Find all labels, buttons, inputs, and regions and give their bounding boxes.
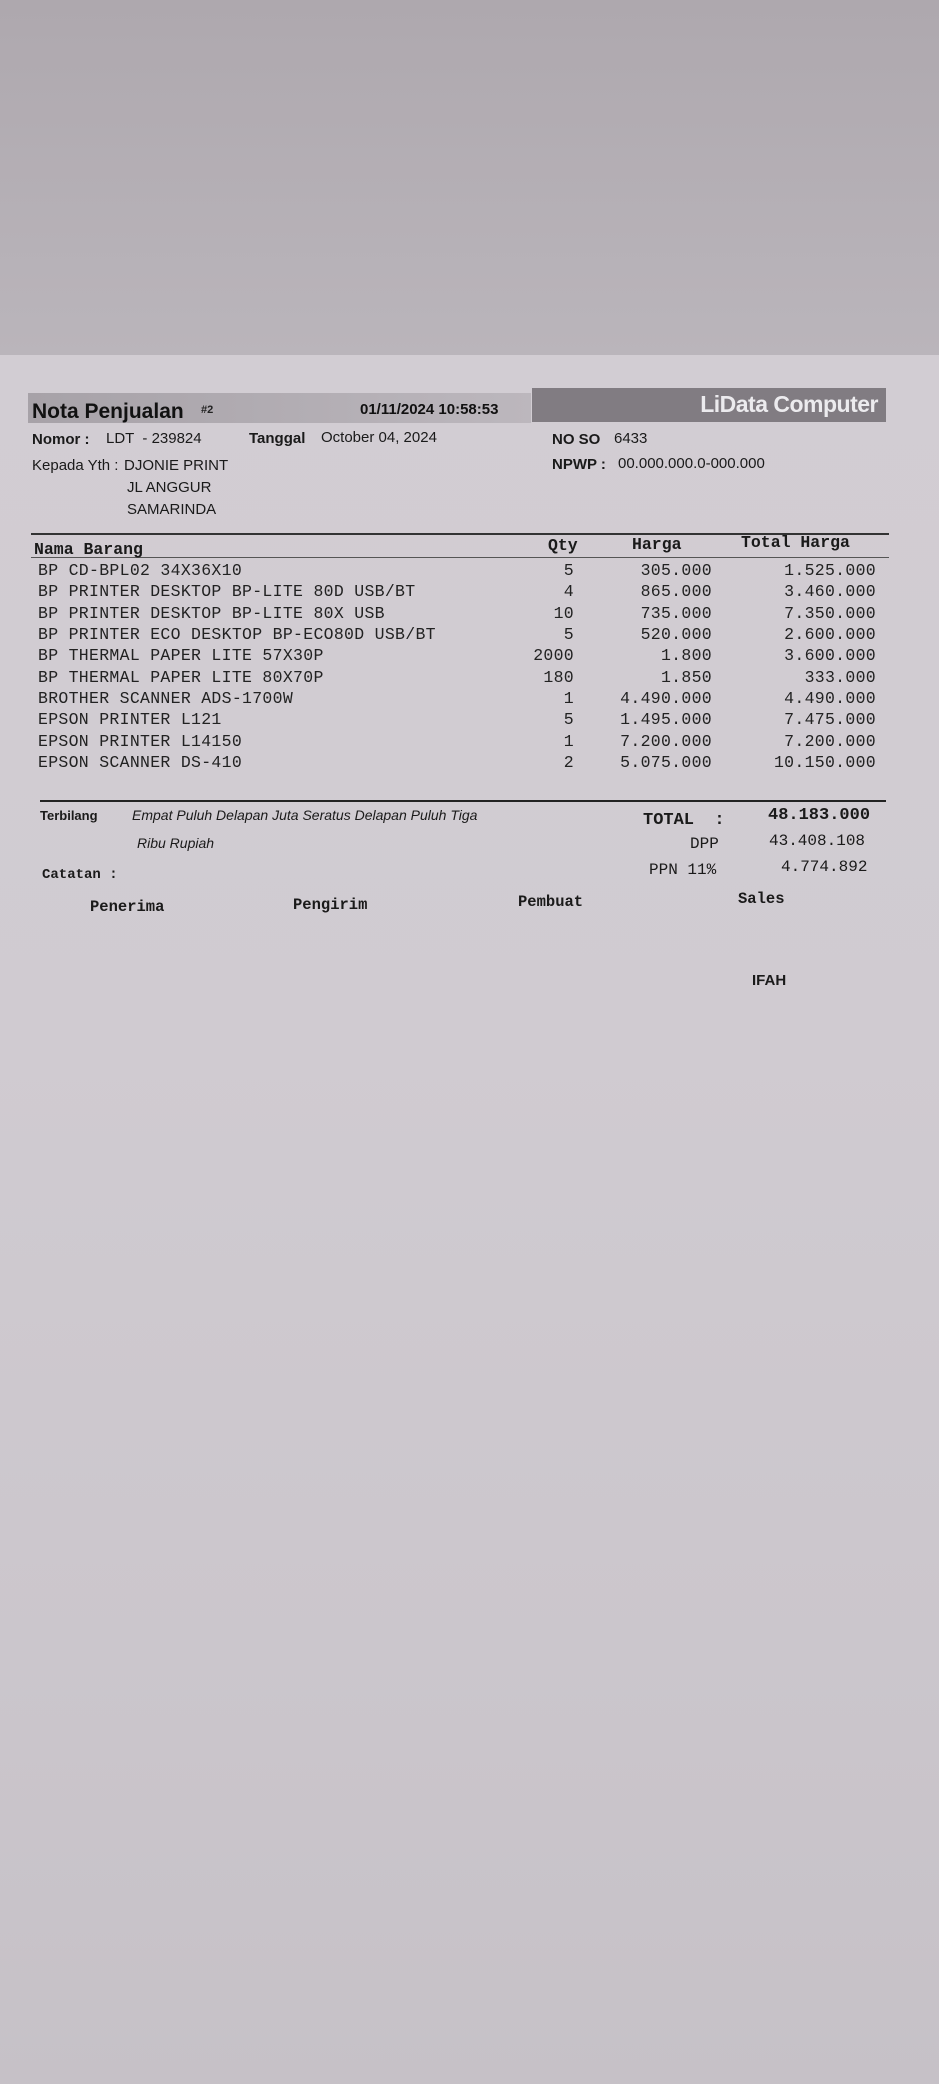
sig-penerima: Penerima (90, 898, 165, 916)
item-price: 1.850 (660, 667, 712, 687)
item-total: 10.150.000 (773, 753, 876, 773)
dpp-label: DPP (690, 835, 719, 853)
item-qty: 5 (563, 625, 574, 645)
table-row (0, 710, 939, 732)
item-total: 3.460.000 (784, 582, 876, 602)
item-price: 4.490.000 (620, 689, 712, 709)
item-price: 865.000 (640, 582, 712, 602)
item-total: 7.350.000 (784, 603, 876, 623)
invoice-title-suffix: #2 (201, 404, 214, 416)
table-row (0, 561, 939, 583)
npwp-label: NPWP : (552, 456, 606, 473)
sales-name: IFAH (752, 972, 787, 989)
col-qty: Qty (548, 536, 578, 555)
terbilang-line-1: Empat Puluh Delapan Juta Seratus Delapan Puluh Tiga (132, 807, 478, 823)
item-name: BROTHER SCANNER ADS-1700W (38, 689, 294, 709)
item-qty: 10 (553, 603, 574, 623)
item-total: 1.525.000 (784, 561, 876, 580)
noso-label: NO SO (552, 431, 601, 448)
table-row (0, 668, 939, 690)
item-price: 305.000 (640, 561, 712, 580)
sig-pengirim: Pengirim (293, 896, 368, 914)
customer-address-2: SAMARINDA (127, 501, 217, 518)
item-name: BP CD-BPL02 34X36X10 (38, 561, 243, 580)
item-price: 7.200.000 (620, 731, 712, 751)
background-top (0, 0, 939, 355)
table-row (0, 582, 939, 604)
item-name: EPSON PRINTER L121 (38, 710, 222, 730)
item-name: BP PRINTER DESKTOP BP-LITE 80X USB (38, 603, 385, 623)
item-qty: 4 (563, 582, 574, 602)
company-logo-bar (532, 388, 886, 422)
table-row (0, 646, 939, 668)
company-logo: LiData Computer (700, 391, 878, 417)
col-nama-barang: Nama Barang (34, 540, 143, 559)
kepada-label: Kepada Yth : (32, 457, 119, 474)
item-qty: 180 (543, 667, 574, 687)
col-total-harga: Total Harga (741, 533, 850, 552)
catatan-label: Catatan : (42, 867, 118, 883)
table-row (0, 732, 939, 754)
table-bottom-rule (40, 800, 886, 802)
item-price: 1.800 (660, 646, 712, 666)
ppn-label: PPN 11% (649, 861, 717, 879)
item-qty: 5 (563, 561, 574, 580)
dpp-value: 43.408.108 (769, 832, 866, 850)
item-total: 7.200.000 (784, 731, 876, 751)
nomor-value: LDT - 239824 (106, 430, 202, 447)
item-name: BP PRINTER ECO DESKTOP BP-ECO80D USB/BT (38, 625, 436, 645)
item-qty: 5 (563, 710, 574, 730)
item-total: 3.600.000 (784, 646, 876, 666)
ppn-value: 4.774.892 (781, 858, 868, 876)
customer-address-1: JL ANGGUR (127, 479, 212, 496)
table-row (0, 604, 939, 626)
tanggal-value: October 04, 2024 (321, 429, 437, 446)
sig-pembuat: Pembuat (518, 893, 584, 911)
printed-at: 01/11/2024 10:58:53 (360, 401, 499, 418)
item-name: BP THERMAL PAPER LITE 80X70P (38, 667, 324, 687)
item-price: 1.495.000 (620, 710, 712, 730)
table-row (0, 625, 939, 647)
table-row (0, 689, 939, 711)
item-qty: 2 (563, 753, 574, 773)
item-total: 7.475.000 (784, 710, 876, 730)
item-qty: 1 (563, 731, 574, 751)
item-price: 735.000 (640, 603, 712, 623)
item-name: EPSON PRINTER L14150 (38, 731, 243, 751)
item-total: 333.000 (804, 667, 876, 687)
item-total: 2.600.000 (784, 625, 876, 645)
item-name: EPSON SCANNER DS-410 (38, 753, 243, 773)
item-total: 4.490.000 (784, 689, 876, 709)
total-label: TOTAL : (643, 811, 725, 830)
invoice-title: Nota Penjualan (32, 400, 184, 423)
npwp-value: 00.000.000.0-000.000 (618, 455, 765, 472)
item-price: 5.075.000 (620, 753, 712, 773)
item-name: BP PRINTER DESKTOP BP-LITE 80D USB/BT (38, 582, 416, 602)
nomor-label: Nomor : (32, 431, 90, 448)
tanggal-label: Tanggal (249, 430, 306, 447)
table-row (0, 753, 939, 775)
sig-sales: Sales (738, 890, 785, 908)
col-harga: Harga (632, 535, 682, 554)
item-name: BP THERMAL PAPER LITE 57X30P (38, 646, 324, 666)
total-value: 48.183.000 (768, 806, 871, 825)
noso-value: 6433 (614, 430, 648, 447)
terbilang-label: Terbilang (40, 808, 98, 823)
item-qty: 2000 (533, 646, 574, 666)
customer-name: DJONIE PRINT (124, 457, 229, 474)
item-price: 520.000 (640, 625, 712, 645)
terbilang-line-2: Ribu Rupiah (137, 835, 215, 851)
item-qty: 1 (563, 689, 574, 709)
